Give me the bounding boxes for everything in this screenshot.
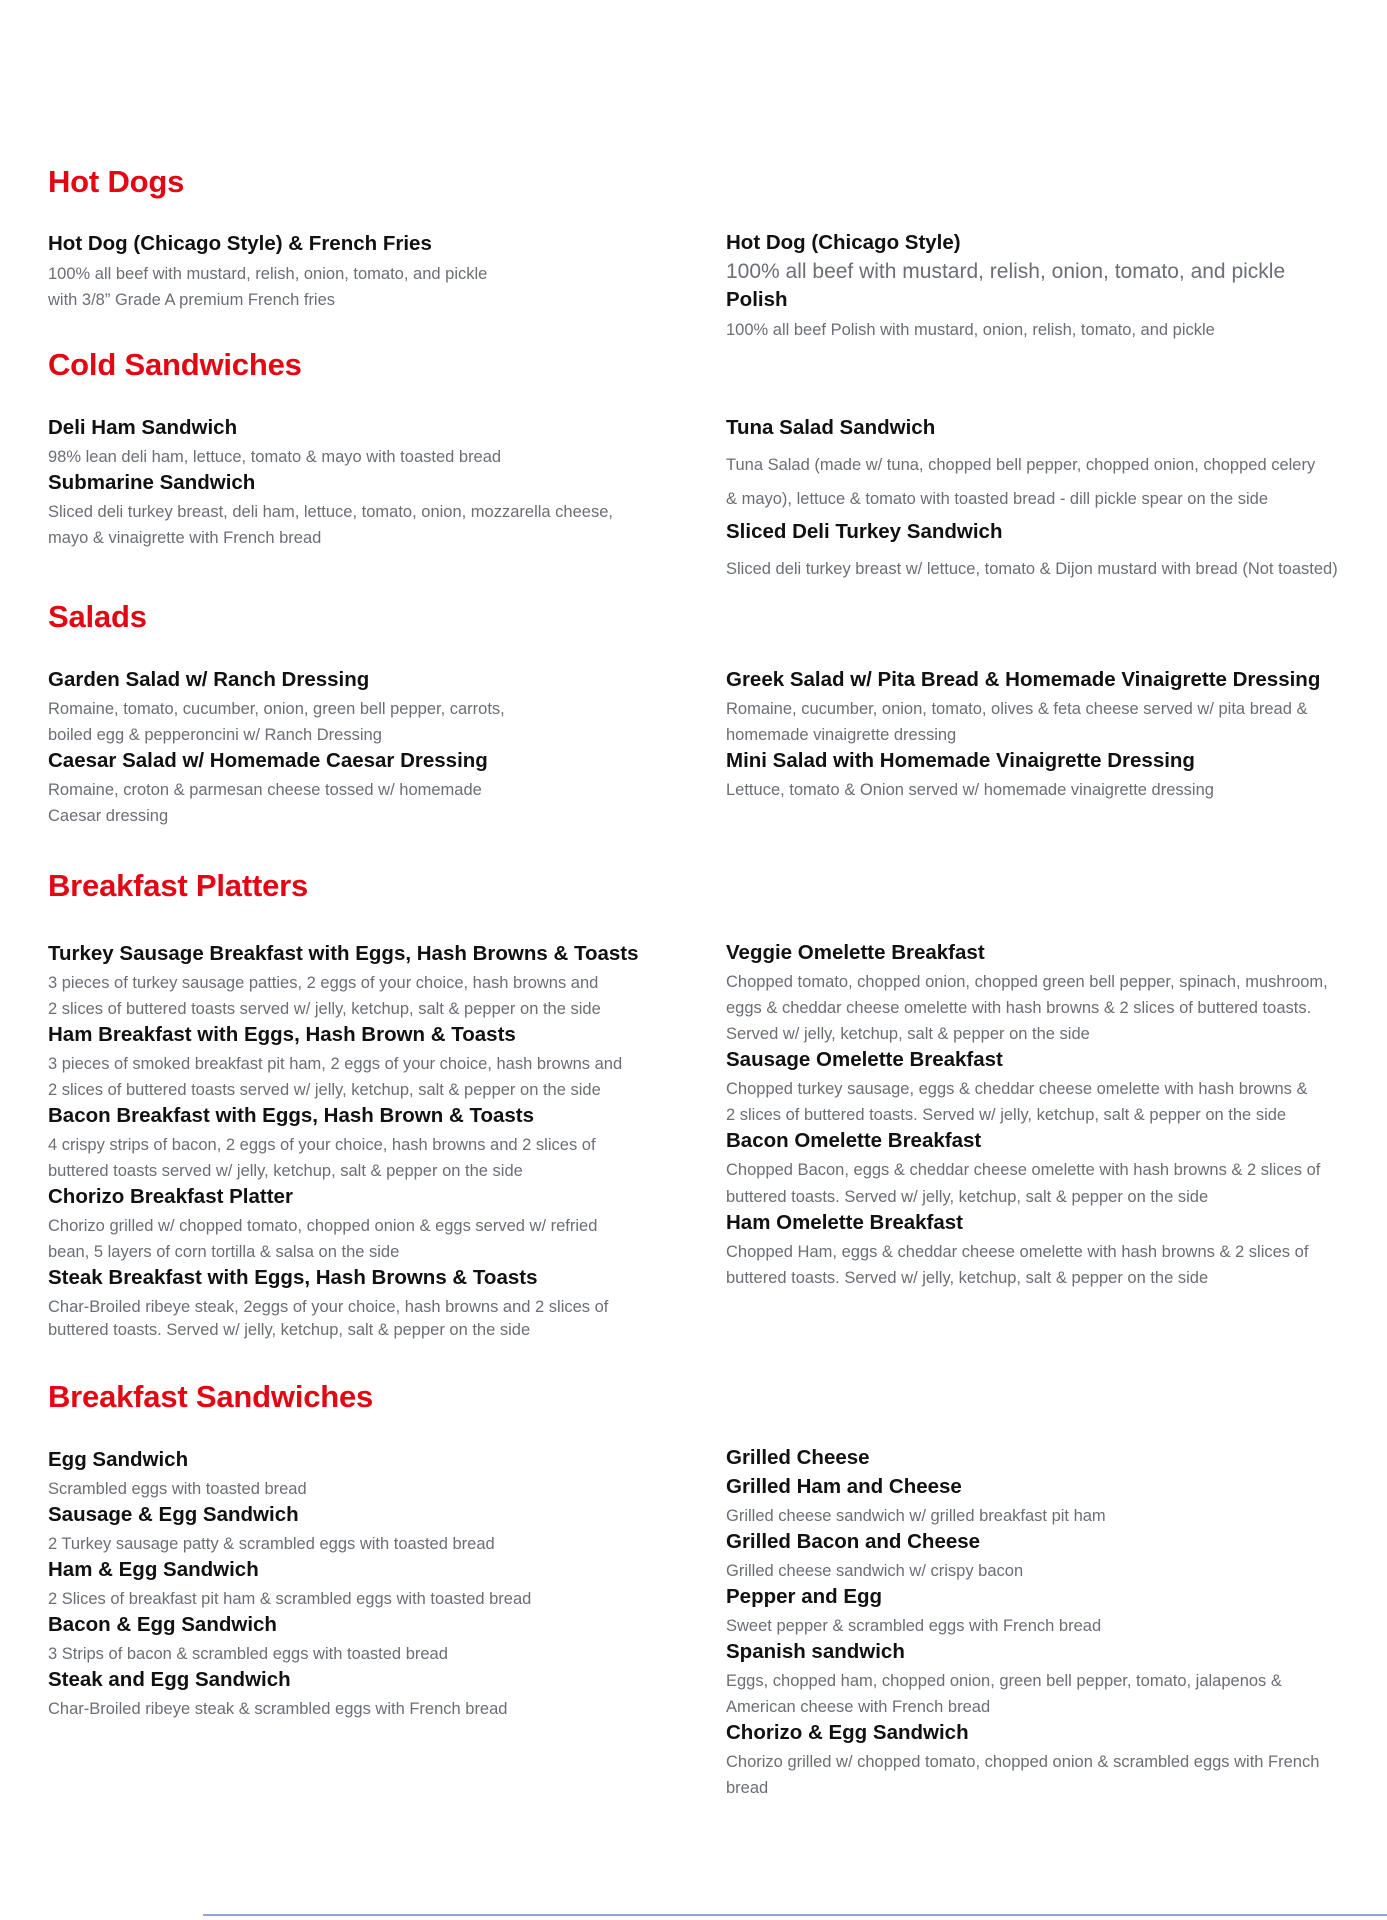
menu-item-description: Chorizo grilled w/ chopped tomato, chopped onion & eggs served w/ refried	[48, 1217, 598, 1235]
menu-item-name: Spanish sandwich	[726, 1640, 905, 1663]
menu-item-description: Tuna Salad (made w/ tuna, chopped bell pepper, chopped onion, chopped celery	[726, 456, 1316, 474]
menu-item-name: Pepper and Egg	[726, 1585, 883, 1608]
menu-item-description: mayo & vinaigrette with French bread	[48, 529, 322, 547]
menu-item-description: bread	[726, 1779, 769, 1797]
menu-item-description: 4 crispy strips of bacon, 2 eggs of your choice, hash browns and 2 slices of	[48, 1136, 596, 1154]
menu-item-description: Chopped turkey sausage, eggs & cheddar cheese omelette with hash browns &	[726, 1080, 1308, 1098]
menu-item-description: Chopped Ham, eggs & cheddar cheese omelette with hash browns & 2 slices of	[726, 1243, 1309, 1261]
menu-item-name: Ham & Egg Sandwich	[48, 1558, 259, 1581]
menu-item-name: Ham Breakfast with Eggs, Hash Brown & Toasts	[48, 1023, 516, 1046]
menu-item-description: 2 slices of buttered toasts served w/ jelly, ketchup, salt & pepper on the side	[48, 1000, 601, 1018]
menu-item-description: with 3/8” Grade A premium French fries	[48, 291, 336, 309]
section-heading-breakfast-platters: Breakfast Platters	[48, 868, 309, 903]
menu-item-name: Polish	[726, 288, 788, 311]
menu-item-name: Sausage Omelette Breakfast	[726, 1048, 1003, 1071]
menu-item-description: 2 Turkey sausage patty & scrambled eggs with toasted bread	[48, 1535, 495, 1553]
menu-item-description: 2 slices of buttered toasts. Served w/ jelly, ketchup, salt & pepper on the side	[726, 1106, 1287, 1124]
menu-item-description: Caesar dressing	[48, 807, 169, 825]
section-heading-salads: Salads	[48, 599, 147, 634]
menu-item-name: Sausage & Egg Sandwich	[48, 1503, 299, 1526]
menu-item-name: Chorizo & Egg Sandwich	[726, 1721, 969, 1744]
menu-item-description: & mayo), lettuce & tomato with toasted bread - dill pickle spear on the side	[726, 490, 1269, 508]
menu-item-name: Turkey Sausage Breakfast with Eggs, Hash Browns & Toasts	[48, 942, 639, 965]
menu-item-description: Eggs, chopped ham, chopped onion, green bell pepper, tomato, jalapenos &	[726, 1672, 1282, 1690]
menu-item-description: Chopped Bacon, eggs & cheddar cheese omelette with hash browns & 2 slices of	[726, 1161, 1321, 1179]
menu-item-name: Greek Salad w/ Pita Bread & Homemade Vinaigrette Dressing	[726, 668, 1321, 691]
menu-item-description: Romaine, tomato, cucumber, onion, green bell pepper, carrots,	[48, 700, 505, 718]
menu-item-name: Steak and Egg Sandwich	[48, 1668, 291, 1691]
section-heading-cold-sandwiches: Cold Sandwiches	[48, 347, 302, 382]
menu-item-description: 2 slices of buttered toasts served w/ jelly, ketchup, salt & pepper on the side	[48, 1081, 601, 1099]
menu-item-description: Scrambled eggs with toasted bread	[48, 1480, 307, 1498]
menu-item-description: 100% all beef with mustard, relish, onion, tomato, and pickle	[48, 265, 488, 283]
menu-item-description: 98% lean deli ham, lettuce, tomato & mayo with toasted bread	[48, 448, 502, 466]
menu-item-name: Grilled Bacon and Cheese	[726, 1530, 981, 1553]
menu-item-name: Submarine Sandwich	[48, 471, 256, 494]
menu-item-name: Hot Dog (Chicago Style) & French Fries	[48, 232, 432, 255]
menu-item-description: Romaine, croton & parmesan cheese tossed w/ homemade	[48, 781, 482, 799]
menu-item-name: Chorizo Breakfast Platter	[48, 1185, 293, 1208]
menu-item-description: buttered toasts. Served w/ jelly, ketchup, salt & pepper on the side	[726, 1188, 1209, 1206]
menu-item-description: 3 Strips of bacon & scrambled eggs with toasted bread	[48, 1645, 448, 1663]
menu-item-name: Grilled Cheese	[726, 1446, 870, 1469]
menu-item-description: eggs & cheddar cheese omelette with hash browns & 2 slices of buttered toasts.	[726, 999, 1312, 1017]
menu-item-description: Served w/ jelly, ketchup, salt & pepper on the side	[726, 1025, 1090, 1043]
menu-item-description: Char-Broiled ribeye steak & scrambled eggs with French bread	[48, 1700, 508, 1718]
menu-item-name: Egg Sandwich	[48, 1448, 189, 1471]
footer-divider	[203, 1914, 1387, 1916]
menu-item-name: Bacon Breakfast with Eggs, Hash Brown & Toasts	[48, 1104, 535, 1127]
menu-item-name: Bacon & Egg Sandwich	[48, 1613, 277, 1636]
menu-item-description: Grilled cheese sandwich w/ crispy bacon	[726, 1562, 1024, 1580]
menu-item-name: Garden Salad w/ Ranch Dressing	[48, 668, 370, 691]
menu-item-description: Lettuce, tomato & Onion served w/ homemade vinaigrette dressing	[726, 781, 1214, 799]
menu-item-description: 3 pieces of smoked breakfast pit ham, 2 eggs of your choice, hash browns and	[48, 1055, 623, 1073]
menu-item-description: Sliced deli turkey breast, deli ham, lettuce, tomato, onion, mozzarella cheese,	[48, 503, 613, 521]
menu-item-name: Ham Omelette Breakfast	[726, 1211, 963, 1234]
menu-item-description: Chorizo grilled w/ chopped tomato, chopped onion & scrambled eggs with French	[726, 1753, 1320, 1771]
menu-item-description: buttered toasts. Served w/ jelly, ketchup, salt & pepper on the side	[726, 1269, 1209, 1287]
menu-item-description: Sliced deli turkey breast w/ lettuce, tomato & Dijon mustard with bread (Not toasted)	[726, 560, 1338, 578]
menu-item-description: 2 Slices of breakfast pit ham & scrambled eggs with toasted bread	[48, 1590, 532, 1608]
menu-item-description: Romaine, cucumber, onion, tomato, olives & feta cheese served w/ pita bread &	[726, 700, 1308, 718]
menu-item-description: boiled egg & pepperoncini w/ Ranch Dressing	[48, 726, 382, 744]
menu-item-name: Tuna Salad Sandwich	[726, 416, 936, 439]
section-heading-breakfast-sandwiches: Breakfast Sandwiches	[48, 1379, 374, 1414]
menu-item-description: American cheese with French bread	[726, 1698, 991, 1716]
menu-item-name: Mini Salad with Homemade Vinaigrette Dressing	[726, 749, 1195, 772]
menu-item-name: Hot Dog (Chicago Style)	[726, 231, 961, 254]
menu-item-description: 100% all beef Polish with mustard, onion, relish, tomato, and pickle	[726, 321, 1215, 339]
section-heading-hot-dogs: Hot Dogs	[48, 164, 185, 199]
menu-item-description: 100% all beef with mustard, relish, onion, tomato, and pickle	[726, 260, 1286, 283]
menu-item-description: 3 pieces of turkey sausage patties, 2 eggs of your choice, hash browns and	[48, 974, 599, 992]
menu-item-name: Veggie Omelette Breakfast	[726, 941, 985, 964]
menu-item-description: Chopped tomato, chopped onion, chopped green bell pepper, spinach, mushroom,	[726, 973, 1328, 991]
menu-item-description: bean, 5 layers of corn tortilla & salsa on the side	[48, 1243, 400, 1261]
menu-item-name: Bacon Omelette Breakfast	[726, 1129, 982, 1152]
menu-item-name: Deli Ham Sandwich	[48, 416, 238, 439]
menu-item-description: Sweet pepper & scrambled eggs with French bread	[726, 1617, 1102, 1635]
menu-item-description: buttered toasts served w/ jelly, ketchup, salt & pepper on the side	[48, 1162, 523, 1180]
menu-item-description: Char-Broiled ribeye steak, 2eggs of your choice, hash browns and 2 slices of	[48, 1298, 609, 1316]
menu-item-name: Grilled Ham and Cheese	[726, 1475, 962, 1498]
menu-item-name: Steak Breakfast with Eggs, Hash Browns & Toasts	[48, 1266, 538, 1289]
menu-item-name: Caesar Salad w/ Homemade Caesar Dressing	[48, 749, 488, 772]
menu-item-description: homemade vinaigrette dressing	[726, 726, 957, 744]
menu-item-description: Grilled cheese sandwich w/ grilled breakfast pit ham	[726, 1507, 1106, 1525]
menu-item-name: Sliced Deli Turkey Sandwich	[726, 520, 1003, 543]
menu-item-description: buttered toasts. Served w/ jelly, ketchup, salt & pepper on the side	[48, 1321, 531, 1339]
